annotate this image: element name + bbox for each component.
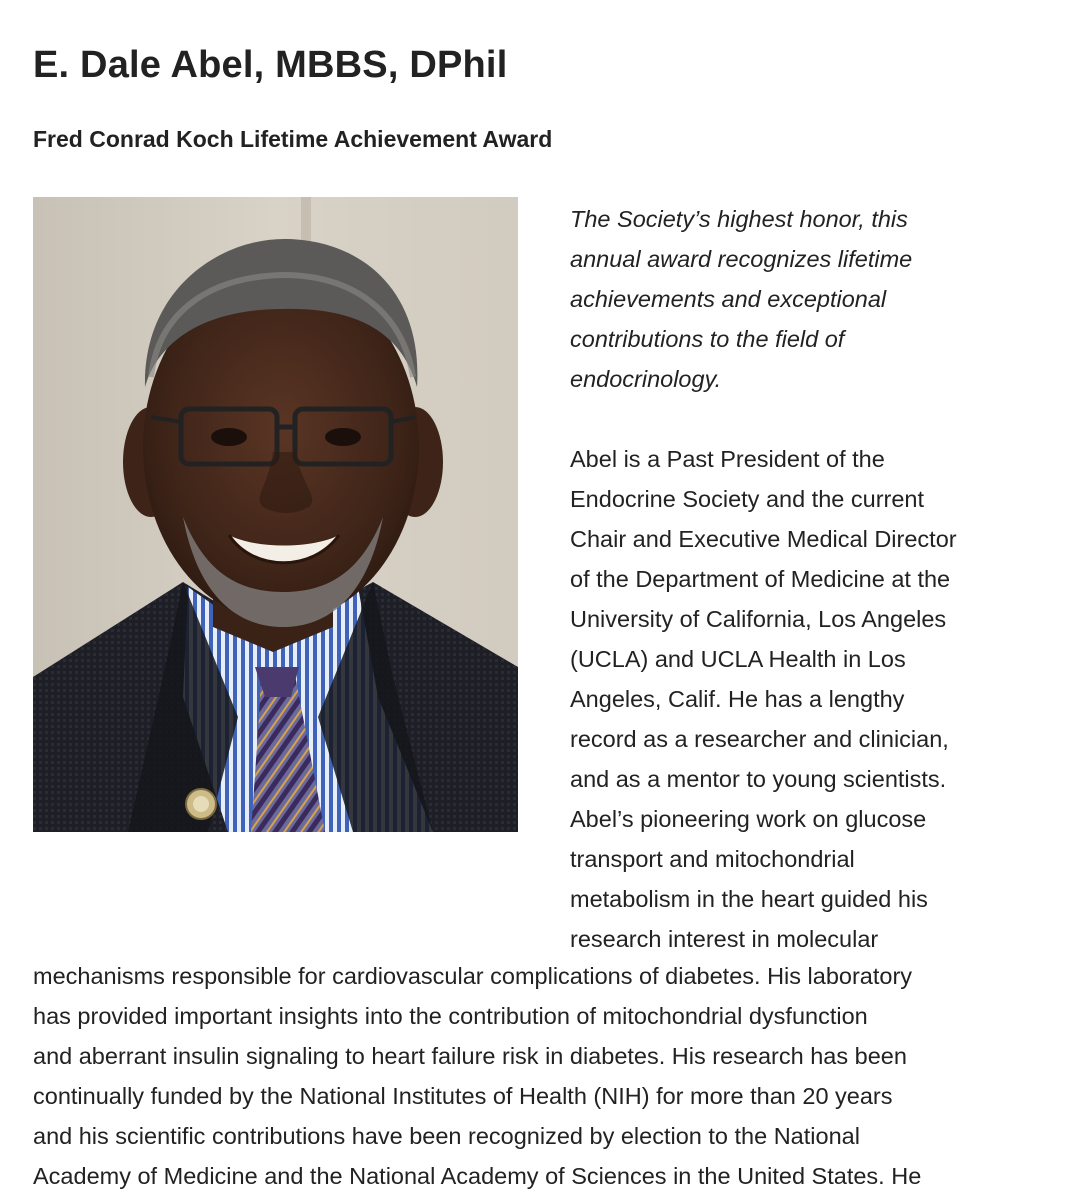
intro-line: contributions to the field of [570, 326, 845, 352]
bio-line: transport and mitochondrial [570, 846, 855, 872]
intro-line: endocrinology. [570, 366, 722, 392]
intro-line: The Society’s highest honor, this [570, 206, 908, 232]
bio-line: of the Department of Medicine at the [570, 566, 951, 592]
bio-line: continually funded by the National Institutes of Health (NIH) for more than 20 years [33, 1083, 893, 1109]
bio-line: and as a mentor to young scientists. [570, 766, 947, 792]
bio-line: research interest in molecular [570, 926, 879, 952]
paragraph-gap [570, 399, 1010, 439]
bio-line: Endocrine Society and the current [570, 486, 925, 512]
bio-line: has provided important insights into the contribution of mitochondrial dysfunction [33, 1003, 868, 1029]
bio-line: Angeles, Calif. He has a lengthy [570, 686, 905, 712]
page-title: E. Dale Abel, MBBS, DPhil [33, 44, 508, 86]
bio-line: Chair and Executive Medical Director [570, 526, 957, 552]
bio-line: and aberrant insulin signaling to heart failure risk in diabetes. His research has been [33, 1043, 907, 1069]
full-width-text [33, 956, 1023, 1196]
bio-line: (UCLA) and UCLA Health in Los [570, 646, 906, 672]
intro-line: annual award recognizes lifetime [570, 246, 913, 272]
bio-line: and his scientific contributions have been recognized by election to the National [33, 1123, 860, 1149]
bio-line: mechanisms responsible for cardiovascular complications of diabetes. His laboratory [33, 963, 913, 989]
bio-line: University of California, Los Angeles [570, 606, 947, 632]
bio-line: Abel is a Past President of the [570, 446, 885, 472]
bio-line: record as a researcher and clinician, [570, 726, 949, 752]
right-column [570, 199, 1010, 959]
bio-line: Abel’s pioneering work on glucose [570, 806, 927, 832]
bio-line: metabolism in the heart guided his [570, 886, 928, 912]
award-title: Fred Conrad Koch Lifetime Achievement Award [33, 126, 553, 152]
intro-line: achievements and exceptional [570, 286, 887, 312]
bio-line: Academy of Medicine and the National Academy of Sciences in the United States. He [33, 1163, 922, 1189]
portrait-photo [33, 197, 518, 832]
